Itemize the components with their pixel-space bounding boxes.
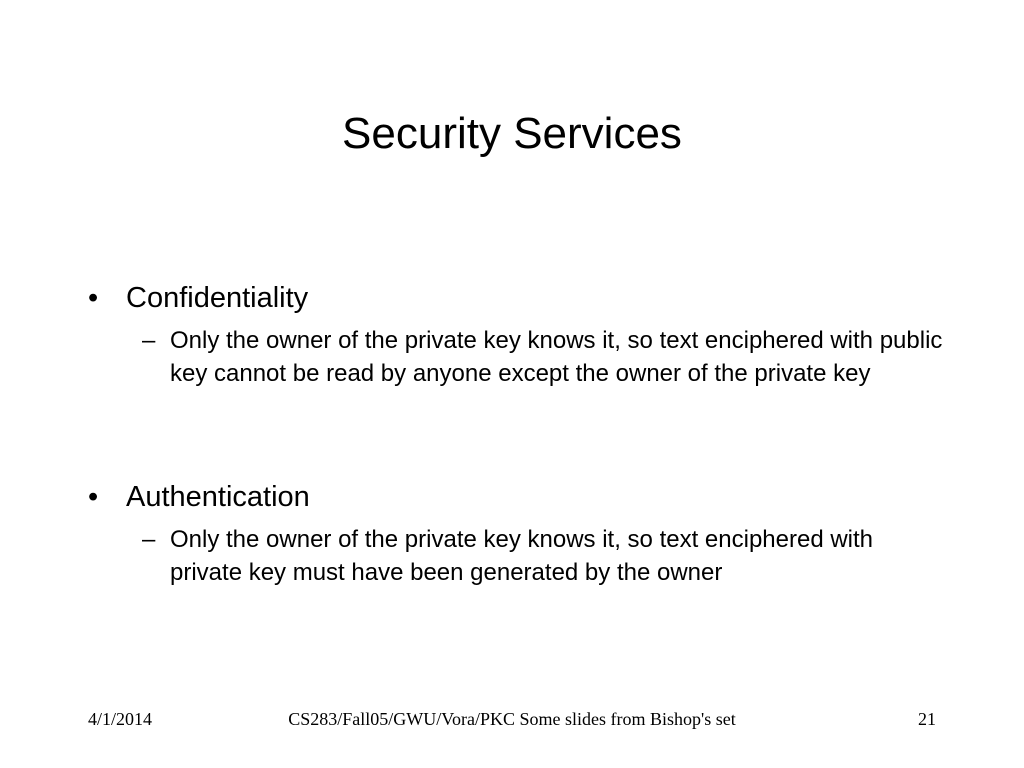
dash-icon: – bbox=[142, 526, 156, 553]
bullet-row bbox=[88, 479, 948, 515]
dash-icon: – bbox=[142, 327, 156, 354]
bullet-dot-icon: • bbox=[88, 282, 99, 314]
sub-bullet-row bbox=[142, 523, 948, 589]
bullet-item-confidentiality bbox=[88, 280, 948, 390]
footer-page-number: 21 bbox=[918, 709, 936, 729]
footer-date: 4/1/2014 bbox=[88, 709, 153, 729]
slide-title: Security Services bbox=[342, 109, 682, 158]
bullet-dot-icon: • bbox=[88, 481, 99, 513]
sub-bullet-row bbox=[142, 324, 948, 390]
bullet-row bbox=[88, 280, 948, 316]
sub-bullet-text: Only the owner of the private key knows it, so text enciphered with private key must have been generated by the owner bbox=[170, 526, 874, 586]
bullet-label: Confidentiality bbox=[126, 282, 309, 314]
bullet-label: Authentication bbox=[126, 481, 310, 513]
footer-course-info: CS283/Fall05/GWU/Vora/PKC Some slides from Bishop's set bbox=[288, 709, 736, 729]
sub-bullet-text: Only the owner of the private key knows it, so text enciphered with public key cannot be read by anyone except the owner of the private key bbox=[170, 327, 943, 387]
bullet-item-authentication bbox=[88, 479, 948, 589]
